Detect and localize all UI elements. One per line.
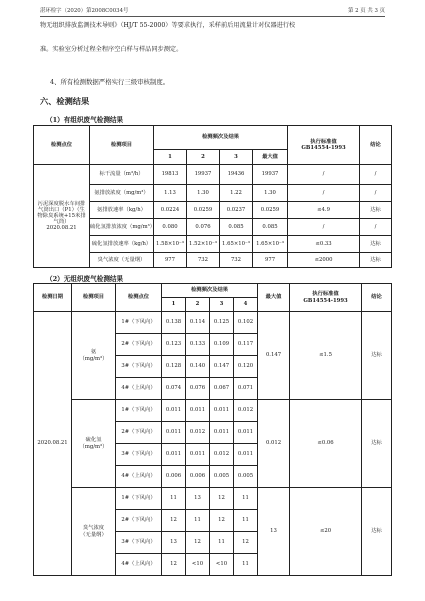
value-cell: 19436	[220, 165, 253, 185]
col-header-max: 最大值	[258, 284, 290, 312]
item-cell: 硫化氢排放浓度（mg/m³）	[90, 219, 154, 236]
conclusion-cell: /	[360, 219, 392, 236]
value-cell: 0.011	[210, 422, 234, 444]
value-cell: 0.011	[186, 400, 210, 422]
col-header-results: 检测频次及结果	[162, 284, 258, 298]
col-header-item: 检测项目	[72, 284, 116, 312]
item-cell: 氨排放速率（kg/h）	[90, 202, 154, 219]
col-header-standard: 执行标准值 GB14554-1993	[290, 284, 362, 312]
value-cell: 977	[154, 253, 187, 268]
max-cell: 0.0259	[253, 202, 288, 219]
section-title: 六、检测结果	[40, 96, 90, 106]
standard-cell: ≤4.9	[288, 202, 360, 219]
table-row	[34, 400, 392, 422]
value-cell: 1.52×10⁻³	[187, 236, 220, 253]
point-cell: 4#（上风向）	[116, 378, 162, 400]
value-cell: 0.067	[210, 378, 234, 400]
value-cell: 0.011	[186, 444, 210, 466]
value-cell: 12	[210, 510, 234, 532]
standard-cell: ≤20	[290, 488, 362, 576]
value-cell: 732	[187, 253, 220, 268]
value-cell: 0.080	[154, 219, 187, 236]
value-cell: 0.005	[210, 466, 234, 488]
conclusion-cell: 达标	[360, 253, 392, 268]
value-cell: 0.117	[234, 334, 258, 356]
value-cell: 0.138	[162, 312, 186, 334]
value-cell: 11	[234, 510, 258, 532]
col-header-results: 检测频次及结果	[154, 126, 288, 150]
value-cell: 0.0259	[187, 202, 220, 219]
value-cell: 0.085	[220, 219, 253, 236]
max-cell: 0.147	[258, 312, 290, 400]
conclusion-cell: 达标	[362, 488, 392, 576]
conclusion-cell: 达标	[362, 400, 392, 488]
col-header-freq-4: 4	[234, 298, 258, 312]
item-cell: 臭气浓度（无量纲）	[90, 253, 154, 268]
value-cell: 0.109	[210, 334, 234, 356]
standard-cell: ≤0.06	[290, 400, 362, 488]
point-cell: 3#（下风向）	[116, 444, 162, 466]
value-cell: 0.133	[186, 334, 210, 356]
value-cell: 13	[162, 532, 186, 554]
max-cell: 13	[258, 488, 290, 576]
value-cell: 1.58×10⁻³	[154, 236, 187, 253]
value-cell: 0.123	[162, 334, 186, 356]
value-cell: 0.074	[162, 378, 186, 400]
paragraph-method-end: 准。实验室分析过程全程序空白样与样品同步测定。	[40, 46, 183, 53]
item-cell: 氨 （mg/m³）	[72, 312, 116, 400]
value-cell: 1.30	[187, 185, 220, 202]
page-header	[40, 6, 385, 17]
standard-cell: ≤0.33	[288, 236, 360, 253]
conclusion-cell: 达标	[360, 236, 392, 253]
value-cell: 0.006	[162, 466, 186, 488]
max-cell: 0.085	[253, 219, 288, 236]
col-header-standard: 执行标准值 GB14554-1993	[288, 126, 360, 165]
value-cell: 0.012	[210, 444, 234, 466]
value-cell: 0.011	[234, 422, 258, 444]
value-cell: 0.011	[234, 444, 258, 466]
unorganized-emission-table	[33, 283, 392, 576]
subsection-organized-title: （1）有组织废气检测结果	[46, 116, 124, 124]
col-header-freq-3: 3	[220, 150, 253, 165]
col-header-freq-2: 2	[187, 150, 220, 165]
value-cell: 1.13	[154, 185, 187, 202]
point-cell: 1#（下风向）	[116, 400, 162, 422]
conclusion-cell: /	[360, 185, 392, 202]
col-header-max: 最大值	[253, 150, 288, 165]
value-cell: 11	[162, 488, 186, 510]
value-cell: 0.012	[234, 400, 258, 422]
standard-cell: /	[288, 219, 360, 236]
item-cell: 氨排放浓度（mg/m³）	[90, 185, 154, 202]
value-cell: 0.011	[162, 444, 186, 466]
paragraph-method-continued: 物无组织排放监测技术导则》（HJ/T 55-2000）等要求执行，采样前后用流量计对仪器进行校	[40, 22, 296, 29]
value-cell: 0.011	[162, 400, 186, 422]
table-row	[34, 488, 392, 510]
col-header-freq-1: 1	[154, 150, 187, 165]
col-header-conclusion: 结论	[360, 126, 392, 165]
value-cell: 12	[162, 554, 186, 576]
col-header-point: 检测点位	[116, 284, 162, 312]
value-cell: 19937	[187, 165, 220, 185]
value-cell: 0.120	[234, 356, 258, 378]
max-cell: 1.30	[253, 185, 288, 202]
value-cell: <10	[186, 554, 210, 576]
standard-cell: ≤2000	[288, 253, 360, 268]
value-cell: <10	[210, 554, 234, 576]
value-cell: 13	[186, 488, 210, 510]
value-cell: 732	[220, 253, 253, 268]
col-header-freq-1: 1	[162, 298, 186, 312]
sampling-point: 污泥深度脱水车间排气筒出口（P1）（生物除臭系统+15米排气筒） 2020.08.21	[34, 165, 90, 268]
col-header-point: 检测点位	[34, 126, 90, 165]
value-cell: 0.076	[186, 378, 210, 400]
point-cell: 1#（下风向）	[116, 488, 162, 510]
value-cell: 0.071	[234, 378, 258, 400]
point-cell: 2#（下风向）	[116, 422, 162, 444]
max-cell: 0.012	[258, 400, 290, 488]
col-header-freq-2: 2	[186, 298, 210, 312]
value-cell: 0.076	[187, 219, 220, 236]
value-cell: 0.114	[186, 312, 210, 334]
value-cell: 11	[234, 488, 258, 510]
point-cell: 4#（上风向）	[116, 554, 162, 576]
point-cell: 3#（下风向）	[116, 356, 162, 378]
table-row	[34, 165, 392, 185]
point-cell: 3#（下风向）	[116, 532, 162, 554]
value-cell: 0.147	[210, 356, 234, 378]
value-cell: 0.0224	[154, 202, 187, 219]
organized-emission-table	[33, 125, 392, 268]
point-cell: 2#（下风向）	[116, 334, 162, 356]
standard-cell: /	[288, 165, 360, 185]
col-header-freq-3: 3	[210, 298, 234, 312]
value-cell: 0.011	[162, 422, 186, 444]
col-header-item: 检测项目	[90, 126, 154, 165]
paragraph-review: 4、所有检测数据严格实行三级审核制度。	[50, 78, 170, 86]
point-cell: 4#（上风向）	[116, 466, 162, 488]
item-cell: 硫化氢 （mg/m³）	[72, 400, 116, 488]
max-cell: 977	[253, 253, 288, 268]
value-cell: 11	[234, 554, 258, 576]
point-cell: 1#（下风向）	[116, 312, 162, 334]
value-cell: 12	[210, 488, 234, 510]
value-cell: 1.22	[220, 185, 253, 202]
date-cell: 2020.08.21	[34, 312, 72, 576]
report-number: 湛环检字（2020）第2008C0034号	[40, 8, 129, 14]
value-cell: 0.102	[234, 312, 258, 334]
point-cell: 2#（下风向）	[116, 510, 162, 532]
value-cell: 0.140	[186, 356, 210, 378]
value-cell: 0.012	[186, 422, 210, 444]
standard-cell: ≤1.5	[290, 312, 362, 400]
max-cell: 19937	[253, 165, 288, 185]
value-cell: 1.65×10⁻³	[220, 236, 253, 253]
conclusion-cell: /	[360, 165, 392, 185]
value-cell: 11	[210, 532, 234, 554]
max-cell: 1.65×10⁻³	[253, 236, 288, 253]
value-cell: 0.128	[162, 356, 186, 378]
value-cell: 12	[234, 532, 258, 554]
item-cell: 硫化氢排放速率（kg/h）	[90, 236, 154, 253]
col-header-date: 检测日期	[34, 284, 72, 312]
standard-cell: /	[288, 185, 360, 202]
item-cell: 标干流量（m³/h）	[90, 165, 154, 185]
value-cell: 12	[186, 532, 210, 554]
table-row	[34, 312, 392, 334]
value-cell: 11	[186, 510, 210, 532]
value-cell: 19813	[154, 165, 187, 185]
value-cell: 0.0237	[220, 202, 253, 219]
subsection-unorganized-title: （2）无组织废气检测结果	[46, 275, 124, 283]
value-cell: 0.125	[210, 312, 234, 334]
item-cell: 臭气浓度 （无量纲）	[72, 488, 116, 576]
page-number: 第 2 页 共 3 页	[348, 8, 385, 14]
col-header-conclusion: 结论	[362, 284, 392, 312]
value-cell: 0.006	[186, 466, 210, 488]
value-cell: 12	[162, 510, 186, 532]
value-cell: 0.011	[210, 400, 234, 422]
value-cell: 0.005	[234, 466, 258, 488]
conclusion-cell: 达标	[362, 312, 392, 400]
conclusion-cell: 达标	[360, 202, 392, 219]
